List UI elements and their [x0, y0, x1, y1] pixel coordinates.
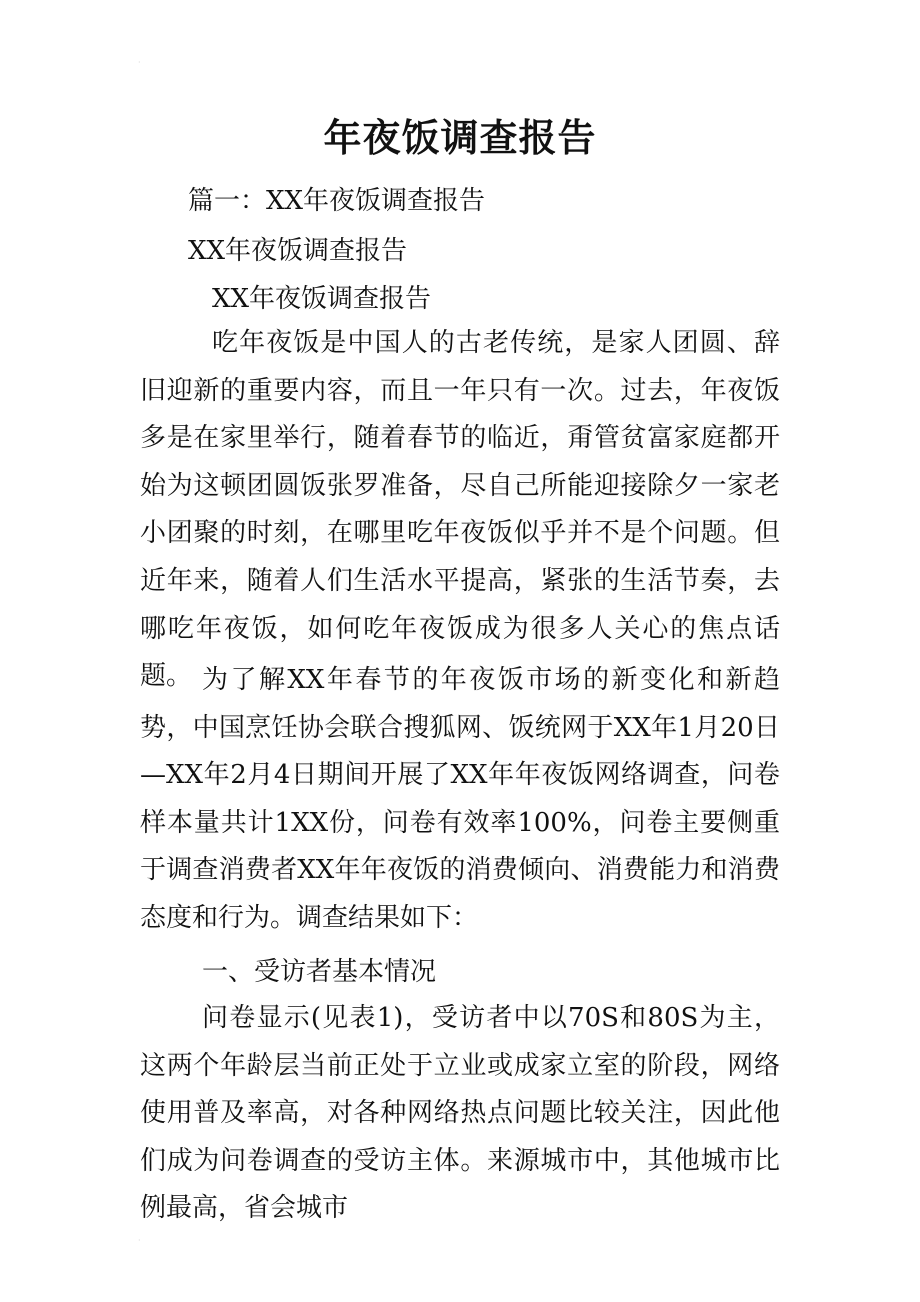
paragraph-survey: 为了解XX年春节的年夜饭市场的新变化和新趋势，中国烹饪协会联合搜狐网、饭统网于XX年1月20日—XX年2月4日期间开展了XX年年夜饭网络调查，问卷样本量共计1XX份，问卷有效率100%，问卷主要侧重于调查消费者XX年年夜饭的消费倾向、消费能力和消费态度和行为。调查结果如下：: [140, 665, 780, 933]
paragraph-intro: 吃年夜饭是中国人的古老传统，是家人团圆、辞旧迎新的重要内容，而且一年只有一次。过去，年夜饭多是在家里举行，随着春节的临近，甭管贫富家庭都开始为这顿团圆饭张罗准备，尽自己所能迎接除夕一家老小团聚的时刻，在哪里吃年夜饭似乎并不是个问题。但近年来，随着人们生活水平提高，紧张的生活节奏，去哪吃年夜饭，如何吃年夜饭成为很多人关心的焦点话题。: [140, 328, 780, 692]
document-title: 年夜饭调查报告: [323, 115, 597, 160]
subtitle-2: XX年夜饭调查报告: [212, 284, 432, 314]
section-1-heading: 一、受访者基本情况: [202, 957, 437, 987]
corner-mark-bottom: ·: [138, 1236, 141, 1245]
section-heading: 篇一：XX年夜饭调查报告: [188, 186, 486, 216]
section-1-paragraph: 问卷显示(见表1)，受访者中以70S和80S为主，这两个年龄层当前正处于立业或成家立室的阶段，网络使用普及率高，对各种网络热点问题比较关注，因此他们成为问卷调查的受访主体。来源城市中，其他城市比例最高，省会城市: [140, 1003, 780, 1224]
subtitle-1: XX年夜饭调查报告: [188, 236, 408, 266]
corner-mark-top: ·: [138, 58, 141, 67]
